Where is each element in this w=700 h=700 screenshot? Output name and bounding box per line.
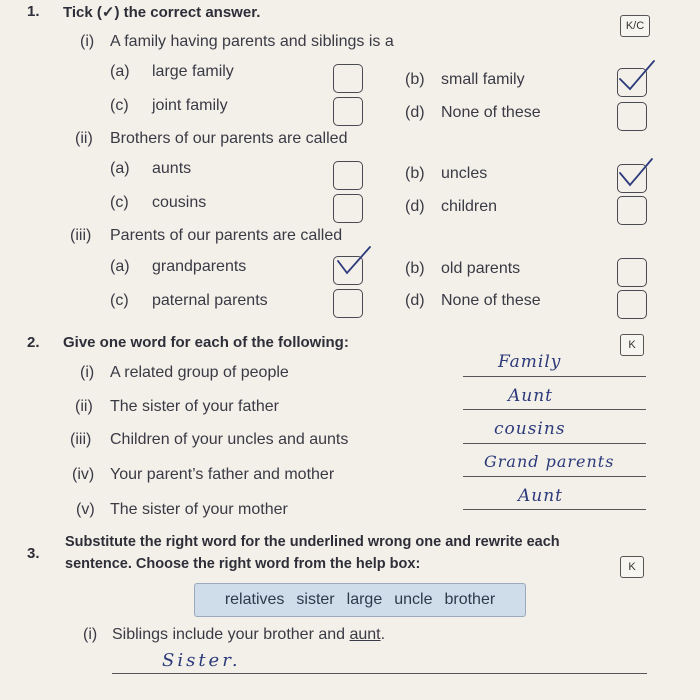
checkmark-icon bbox=[616, 59, 656, 95]
underlined-word: aunt bbox=[349, 626, 381, 643]
answer-line bbox=[463, 409, 646, 410]
option-label: None of these bbox=[441, 292, 541, 309]
option-label: children bbox=[441, 198, 498, 215]
option-label: grandparents bbox=[152, 258, 247, 275]
answer-checkbox[interactable] bbox=[333, 289, 363, 318]
answer-checkbox[interactable] bbox=[617, 290, 647, 319]
question-1-tag: K/C bbox=[620, 15, 650, 37]
option-letter: (c) bbox=[110, 292, 129, 309]
q2-item-3-number: (iii) bbox=[70, 431, 92, 448]
answer-checkbox[interactable] bbox=[617, 102, 647, 131]
answer-line bbox=[463, 509, 646, 510]
help-word: relatives bbox=[224, 591, 285, 608]
question-3-title-line-2: sentence. Choose the right word from the help box: bbox=[65, 556, 421, 572]
option-letter: (a) bbox=[110, 63, 130, 80]
option-label: joint family bbox=[152, 97, 228, 114]
handwritten-answer[interactable]: Grand parents bbox=[484, 452, 615, 471]
q1-item-2-number: (ii) bbox=[75, 130, 93, 147]
help-word: large bbox=[346, 591, 383, 608]
handwritten-answer[interactable]: Aunt bbox=[518, 486, 564, 506]
question-1-title: Tick (✓) the correct answer. bbox=[63, 4, 261, 21]
question-3-title-line-1: Substitute the right word for the underlined wrong one and rewrite each bbox=[65, 534, 560, 550]
sentence-text: Siblings include your brother and bbox=[112, 626, 350, 643]
answer-line bbox=[112, 673, 647, 674]
q2-item-5-text: The sister of your mother bbox=[110, 501, 288, 518]
option-letter: (a) bbox=[110, 160, 130, 177]
answer-checkbox[interactable] bbox=[617, 196, 647, 225]
answer-checkbox[interactable] bbox=[333, 97, 363, 126]
q2-item-2-number: (ii) bbox=[75, 398, 93, 415]
option-letter: (d) bbox=[405, 198, 425, 215]
question-3-number: 3. bbox=[27, 545, 40, 562]
answer-line bbox=[463, 376, 646, 377]
option-letter: (a) bbox=[110, 258, 130, 275]
answer-checkbox-checked[interactable] bbox=[617, 164, 647, 193]
option-label: cousins bbox=[152, 194, 207, 211]
option-letter: (b) bbox=[405, 71, 425, 88]
help-word: brother bbox=[444, 591, 496, 608]
option-label: aunts bbox=[152, 160, 192, 177]
option-label: paternal parents bbox=[152, 292, 268, 309]
checkmark-icon bbox=[332, 247, 372, 283]
q1-item-3-question: Parents of our parents are called bbox=[110, 227, 343, 244]
q1-item-3-number: (iii) bbox=[70, 227, 92, 244]
help-word: sister bbox=[296, 591, 335, 608]
q2-item-1-text: A related group of people bbox=[110, 364, 289, 381]
option-letter: (c) bbox=[110, 97, 129, 114]
option-letter: (c) bbox=[110, 194, 129, 211]
handwritten-answer[interactable]: Aunt bbox=[508, 386, 554, 406]
answer-checkbox[interactable] bbox=[333, 161, 363, 190]
option-label: large family bbox=[152, 63, 234, 80]
question-2-tag: K bbox=[620, 334, 644, 356]
answer-checkbox[interactable] bbox=[333, 64, 363, 93]
option-letter: (b) bbox=[405, 260, 425, 277]
question-1-number: 1. bbox=[27, 3, 40, 20]
handwritten-answer[interactable]: Sister. bbox=[162, 650, 241, 671]
q2-item-4-text: Your parent’s father and mother bbox=[110, 466, 335, 483]
q2-item-4-number: (iv) bbox=[72, 466, 95, 483]
answer-line bbox=[463, 476, 646, 477]
option-letter: (d) bbox=[405, 292, 425, 309]
answer-line bbox=[463, 443, 646, 444]
q3-item-1-number: (i) bbox=[83, 626, 98, 643]
question-2-title: Give one word for each of the following: bbox=[63, 334, 349, 351]
answer-checkbox-checked[interactable] bbox=[333, 256, 363, 285]
question-2-number: 2. bbox=[27, 334, 40, 351]
answer-checkbox[interactable] bbox=[617, 258, 647, 287]
answer-checkbox[interactable] bbox=[333, 194, 363, 223]
q2-item-1-number: (i) bbox=[80, 364, 95, 381]
option-letter: (d) bbox=[405, 104, 425, 121]
option-letter: (b) bbox=[405, 165, 425, 182]
q2-item-3-text: Children of your uncles and aunts bbox=[110, 431, 349, 448]
q2-item-2-text: The sister of your father bbox=[110, 398, 279, 415]
q2-item-5-number: (v) bbox=[76, 501, 95, 518]
option-label: old parents bbox=[441, 260, 521, 277]
sentence-end: . bbox=[380, 626, 386, 643]
option-label: uncles bbox=[441, 165, 488, 182]
question-3-tag: K bbox=[620, 556, 644, 578]
q1-item-2-question: Brothers of our parents are called bbox=[110, 130, 348, 147]
option-label: small family bbox=[441, 71, 525, 88]
option-label: None of these bbox=[441, 104, 541, 121]
checkmark-icon bbox=[616, 155, 656, 191]
help-box bbox=[194, 583, 526, 617]
answer-checkbox-checked[interactable] bbox=[617, 68, 647, 97]
help-word: uncle bbox=[394, 591, 433, 608]
handwritten-answer[interactable]: Family bbox=[498, 352, 562, 372]
q1-item-1-number: (i) bbox=[80, 33, 95, 50]
handwritten-answer[interactable]: cousins bbox=[494, 419, 566, 439]
q1-item-1-question: A family having parents and siblings is a bbox=[110, 33, 394, 50]
q3-item-1-sentence bbox=[112, 626, 385, 644]
